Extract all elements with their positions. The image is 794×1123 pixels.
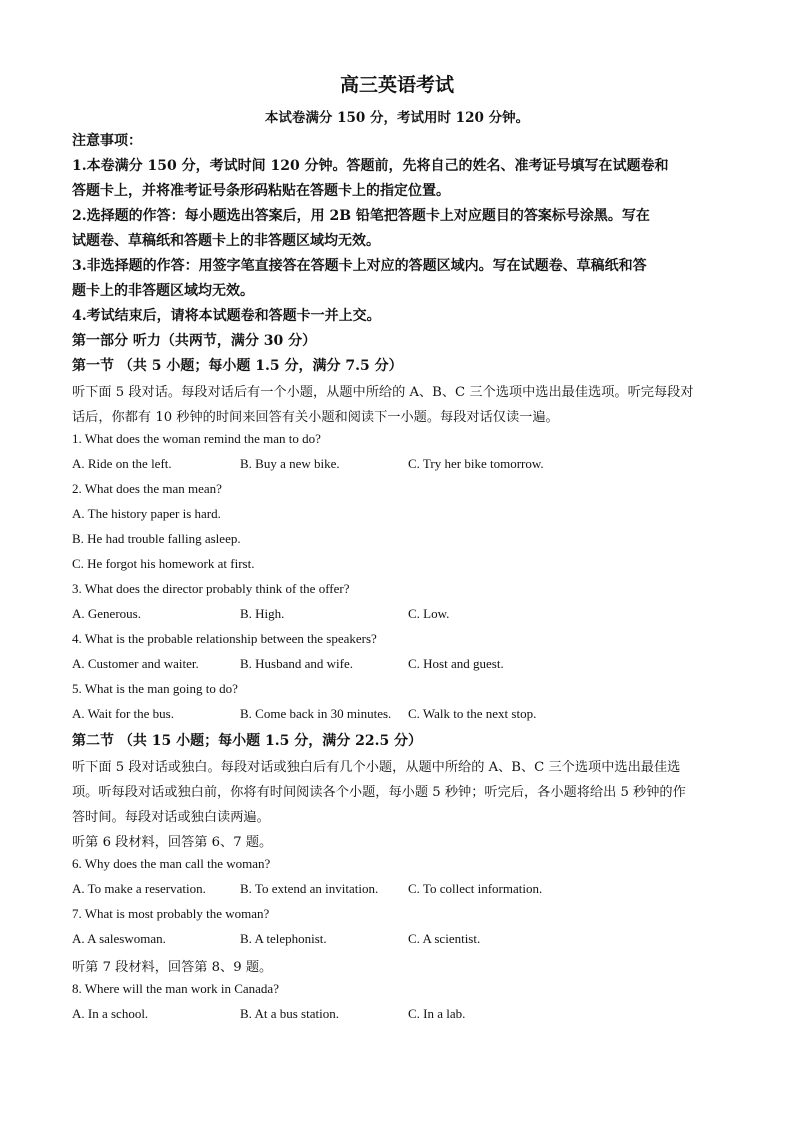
notice-line: 3.非选择题的作答：用签字笔直接答在答题卡上对应的答题区域内。写在试题卷、草稿纸和答 (72, 258, 647, 274)
option-c: C. Walk to the next stop. (408, 706, 537, 721)
section2-instruction: 答时间。每段对话或独白读两遍。 (72, 810, 270, 825)
question-stem: 6. Why does the man call the woman? (72, 856, 271, 871)
section1-instruction: 听下面 5 段对话。每段对话后有一个小题，从题中所给的 A、B、C 三个选项中选出最佳选项。听完每段对 (72, 385, 694, 400)
question-stem: 7. What is most probably the woman? (72, 906, 270, 921)
option-c: C. Try her bike tomorrow. (408, 456, 544, 471)
notice-line: 答题卡上，并将准考证号条形码粘贴在答题卡上的指定位置。 (72, 183, 450, 199)
option-b: B. A telephonist. (240, 931, 327, 946)
option-b: B. He had trouble falling asleep. (72, 531, 241, 546)
option-a: A. Ride on the left. (72, 456, 172, 471)
section2-instruction: 听下面 5 段对话或独白。每段对话或独白后有几个小题，从题中所给的 A、B、C 三个选项中选出最佳选 (72, 760, 681, 775)
section2-instruction: 项。听每段对话或独白前，你将有时间阅读各个小题，每小题 5 秒钟；听完后，各小题将给出 5 秒钟的作 (72, 785, 686, 800)
notice-line: 1.本卷满分 150 分，考试时间 120 分钟。答题前，先将自己的姓名、准考证号填写在试题卷和 (72, 158, 669, 174)
option-a: A. The history paper is hard. (72, 506, 221, 521)
option-b: B. Husband and wife. (240, 656, 354, 671)
notice-line: 题卡上的非答题区域均无效。 (72, 283, 254, 299)
part1-heading: 第一部分 听力（共两节，满分 30 分） (72, 333, 317, 349)
notice-heading: 注意事项： (72, 133, 142, 149)
question-stem: 3. What does the director probably think of the offer? (72, 581, 350, 596)
question-stem: 5. What is the man going to do? (72, 681, 238, 696)
option-b: B. High. (240, 606, 285, 621)
material-note: 听第 7 段材料，回答第 8、9 题。 (72, 960, 273, 975)
section2-heading: 第二节 （共 15 小题；每小题 1.5 分，满分 22.5 分） (72, 733, 423, 749)
notice-line: 2.选择题的作答：每小题选出答案后，用 2B 铅笔把答题卡上对应题目的答案标号涂黑。写在 (72, 208, 650, 224)
section1-heading: 第一节 （共 5 小题；每小题 1.5 分，满分 7.5 分） (72, 358, 403, 374)
material-note: 听第 6 段材料，回答第 6、7 题。 (72, 835, 273, 850)
option-a: A. In a school. (72, 1006, 149, 1021)
question-stem: 4. What is the probable relationship between the speakers? (72, 631, 377, 646)
question-stem: 1. What does the woman remind the man to do? (72, 431, 321, 446)
option-c: C. Low. (408, 606, 450, 621)
option-c: C. A scientist. (408, 931, 481, 946)
option-c: C. He forgot his homework at first. (72, 556, 255, 571)
option-a: A. To make a reservation. (72, 881, 206, 896)
option-b: B. Buy a new bike. (240, 456, 340, 471)
notice-line: 4.考试结束后，请将本试题卷和答题卡一并上交。 (72, 308, 381, 324)
option-a: A. A saleswoman. (72, 931, 166, 946)
option-b: B. At a bus station. (240, 1006, 339, 1021)
question-stem: 8. Where will the man work in Canada? (72, 981, 279, 996)
question-stem: 2. What does the man mean? (72, 481, 222, 496)
section1-instruction: 话后，你都有 10 秒钟的时间来回答有关小题和阅读下一小题。每段对话仅读一遍。 (72, 410, 559, 425)
option-a: A. Customer and waiter. (72, 656, 199, 671)
exam-title: 高三英语考试 (339, 74, 454, 96)
option-c: C. Host and guest. (408, 656, 504, 671)
option-b: B. To extend an invitation. (240, 881, 379, 896)
option-b: B. Come back in 30 minutes. (240, 706, 392, 721)
option-a: A. Generous. (72, 606, 141, 621)
notice-line: 试题卷、草稿纸和答题卡上的非答题区域均无效。 (72, 233, 380, 249)
exam-subtitle: 本试卷满分 150 分，考试用时 120 分钟。 (264, 110, 530, 126)
option-c: C. In a lab. (408, 1006, 466, 1021)
option-c: C. To collect information. (408, 881, 543, 896)
option-a: A. Wait for the bus. (72, 706, 174, 721)
